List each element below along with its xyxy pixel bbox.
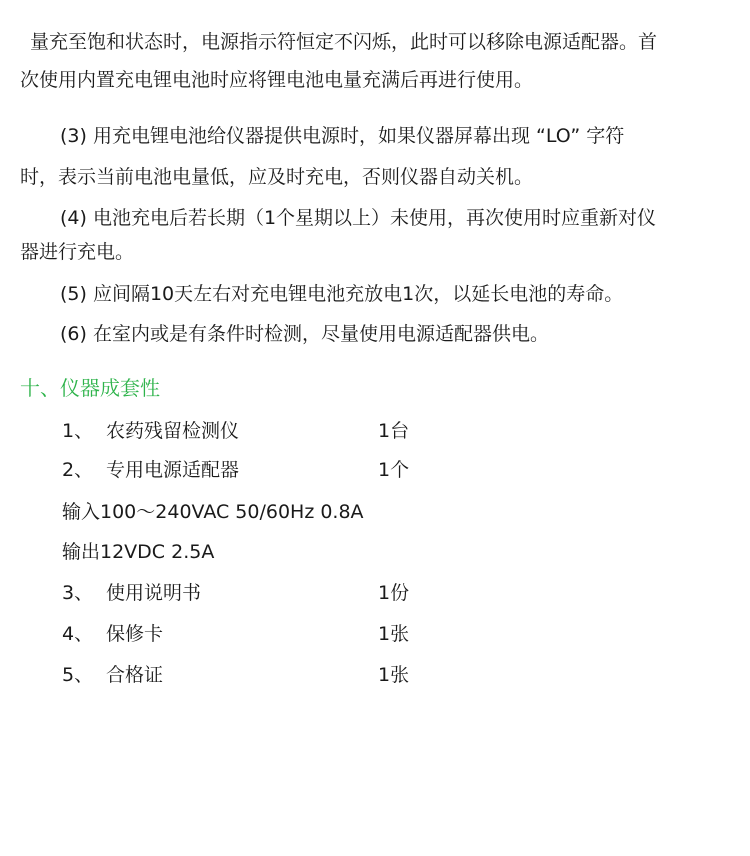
item-quantity: 1张 [378,623,410,645]
paragraph-line: 次使用内置充电锂电池时应将锂电池电量充满后再进行使用。 [20,69,534,91]
spec-input: 输入100～240VAC 50/60Hz 0.8A [62,501,364,523]
paragraph-line: (3) 用充电锂电池给仪器提供电源时，如果仪器屏幕出现 “LO” 字符 [60,125,625,147]
item-number: 1、 [62,420,94,442]
spec-output: 输出12VDC 2.5A [62,541,215,563]
paragraph-line: (4) 电池充电后若长期（1个星期以上）未使用，再次使用时应重新对仪 [60,207,657,229]
item-quantity: 1张 [378,664,410,686]
item-name: 农药残留检测仪 [106,420,240,442]
item-name: 专用电源适配器 [106,459,240,481]
item-quantity: 1台 [378,420,410,442]
item-number: 4、 [62,623,94,645]
paragraph-line: 时，表示当前电池电量低，应及时充电，否则仪器自动关机。 [20,166,534,188]
item-quantity: 1份 [378,582,410,604]
item-name: 保修卡 [106,623,164,645]
paragraph-line: 器进行充电。 [20,241,135,263]
section-heading: 十、仪器成套性 [20,376,160,400]
paragraph-line: (6) 在室内或是有条件时检测，尽量使用电源适配器供电。 [60,323,549,345]
item-quantity: 1个 [378,459,410,481]
item-name: 使用说明书 [106,582,202,604]
paragraph-line: 量充至饱和状态时，电源指示符恒定不闪烁，此时可以移除电源适配器。首 [30,31,658,53]
item-number: 5、 [62,664,94,686]
item-number: 2、 [62,459,94,481]
paragraph-line: (5) 应间隔10天左右对充电锂电池充放电1次，以延长电池的寿命。 [60,283,624,305]
item-number: 3、 [62,582,94,604]
item-name: 合格证 [106,664,164,686]
